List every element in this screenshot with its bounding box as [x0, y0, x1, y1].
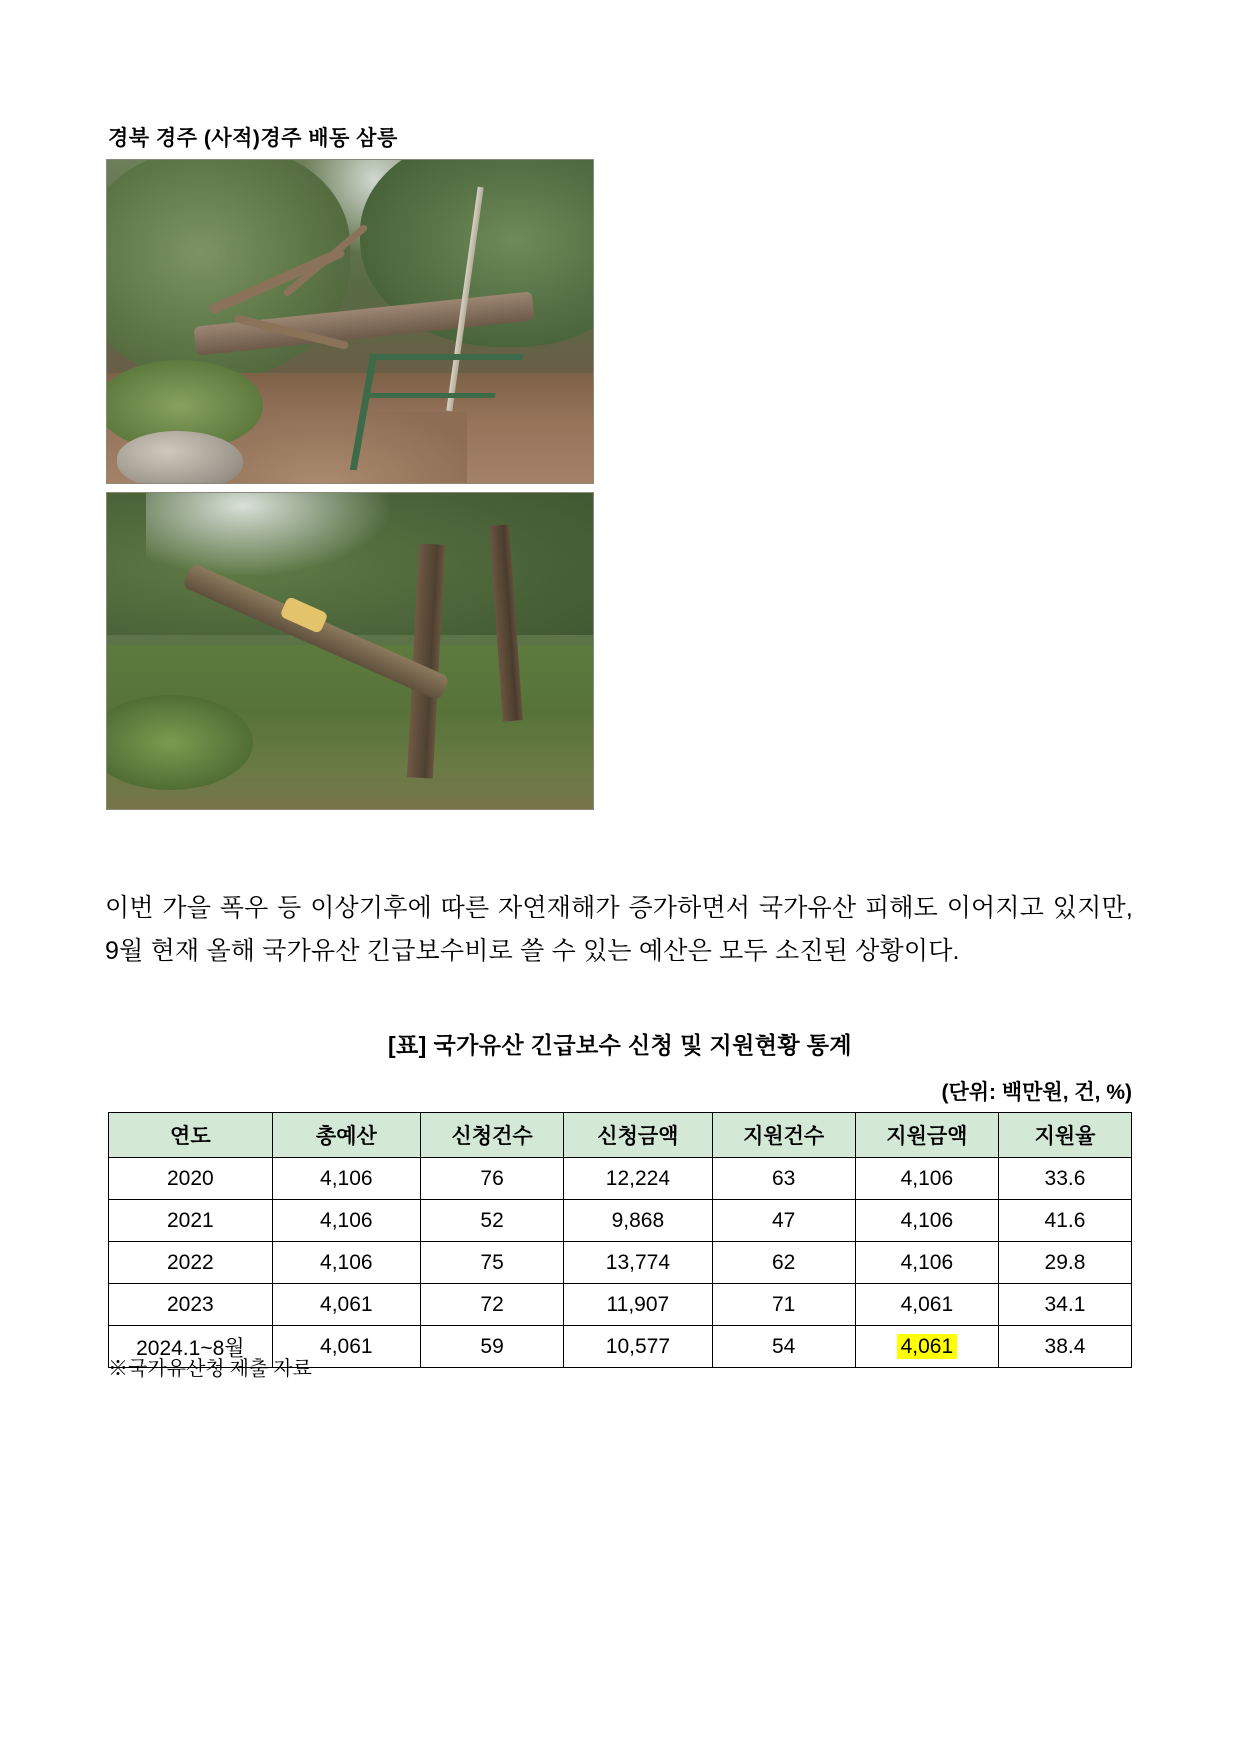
- cell-apply-amount: 13,774: [564, 1242, 712, 1284]
- photo2-sky-region: [146, 493, 389, 575]
- body-paragraph: 이번 가을 폭우 등 이상기후에 따른 자연재해가 증가하면서 국가유산 피해도 이어지고 있지만, 9월 현재 올해 국가유산 긴급보수비로 쓸 수 있는 예산은 모두 소진된 상황이다.: [105, 894, 1133, 965]
- cell-apply-amount: 10,577: [564, 1326, 712, 1368]
- cell-support-rate: 34.1: [998, 1284, 1131, 1326]
- photo-green-railing-bar: [369, 393, 496, 398]
- cell-support-rate: 41.6: [998, 1200, 1131, 1242]
- photo-broken-pine-trunk: [106, 492, 594, 810]
- cell-total-budget: 4,106: [272, 1200, 420, 1242]
- column-header-support-rate: 지원율: [998, 1113, 1131, 1158]
- cell-support-count: 47: [712, 1200, 855, 1242]
- cell-support-count: 54: [712, 1326, 855, 1368]
- cell-apply-count: 76: [421, 1158, 564, 1200]
- cell-support-count: 71: [712, 1284, 855, 1326]
- column-header-year: 연도: [109, 1113, 273, 1158]
- column-header-support-count: 지원건수: [712, 1113, 855, 1158]
- column-header-support-amount: 지원금액: [855, 1113, 998, 1158]
- table-row: [109, 1158, 1132, 1200]
- column-header-total-budget: 총예산: [272, 1113, 420, 1158]
- cell-support-amount: 4,106: [855, 1242, 998, 1284]
- cell-year: 2023: [109, 1284, 273, 1326]
- cell-support-count: 62: [712, 1242, 855, 1284]
- cell-year: 2020: [109, 1158, 273, 1200]
- table-row: [109, 1200, 1132, 1242]
- cell-apply-count: 59: [421, 1326, 564, 1368]
- table-row: [109, 1284, 1132, 1326]
- photo-fallen-pine-trail: [106, 159, 594, 484]
- photo-caption: 경북 경주 (사적)경주 배동 삼릉: [108, 127, 398, 150]
- column-header-apply-count: 신청건수: [421, 1113, 564, 1158]
- table-row: [109, 1242, 1132, 1284]
- photo-green-railing: [350, 354, 523, 470]
- column-header-apply-amount: 신청금액: [564, 1113, 712, 1158]
- cell-support-amount-highlighted: [855, 1326, 998, 1368]
- table-footnote: ※국가유산청 제출 자료: [108, 1358, 312, 1380]
- cell-support-rate: 33.6: [998, 1158, 1131, 1200]
- cell-total-budget: 4,061: [272, 1284, 420, 1326]
- cell-apply-amount: 9,868: [564, 1200, 712, 1242]
- cell-support-amount: 4,061: [855, 1284, 998, 1326]
- cell-support-amount: 4,106: [855, 1158, 998, 1200]
- cell-apply-amount: 12,224: [564, 1158, 712, 1200]
- highlight-marker: 4,061: [897, 1334, 958, 1359]
- cell-year: 2021: [109, 1200, 273, 1242]
- photo-rock: [117, 431, 243, 484]
- cell-support-rate: 29.8: [998, 1242, 1131, 1284]
- cell-support-rate: 38.4: [998, 1326, 1131, 1368]
- table-header-row: [109, 1113, 1132, 1158]
- table-unit-note: (단위: 백만원, 건, %): [941, 1081, 1132, 1104]
- cell-year: 2024.1~8월: [109, 1326, 273, 1368]
- cell-apply-count: 75: [421, 1242, 564, 1284]
- cell-total-budget: 4,061: [272, 1326, 420, 1368]
- cell-support-amount: 4,106: [855, 1200, 998, 1242]
- emergency-repair-statistics-table: [108, 1112, 1132, 1368]
- cell-apply-count: 52: [421, 1200, 564, 1242]
- cell-year: 2022: [109, 1242, 273, 1284]
- cell-apply-amount: 11,907: [564, 1284, 712, 1326]
- cell-support-count: 63: [712, 1158, 855, 1200]
- table-title: [표] 국가유산 긴급보수 신청 및 지원현황 통계: [388, 1032, 852, 1058]
- cell-apply-count: 72: [421, 1284, 564, 1326]
- cell-total-budget: 4,106: [272, 1158, 420, 1200]
- cell-total-budget: 4,106: [272, 1242, 420, 1284]
